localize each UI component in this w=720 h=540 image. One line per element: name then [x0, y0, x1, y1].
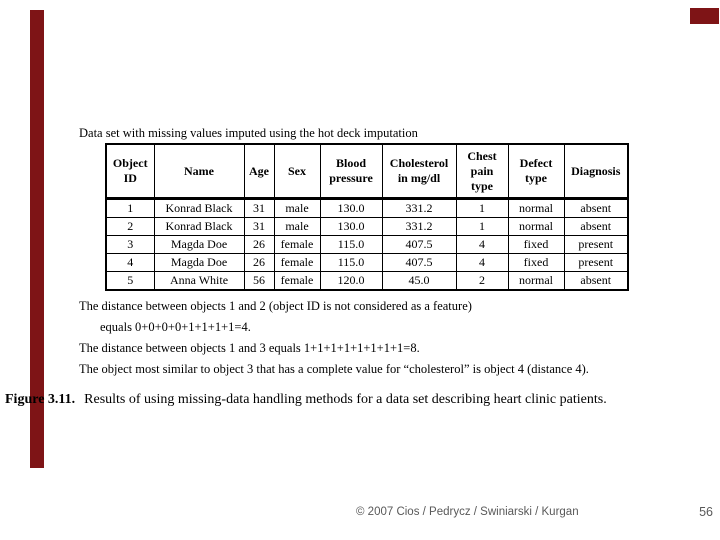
column-header: Diagnosis	[564, 144, 628, 199]
table-cell: present	[564, 236, 628, 254]
table-cell: normal	[508, 199, 564, 218]
table-row	[106, 272, 628, 291]
figure-caption	[5, 392, 607, 408]
table-row	[106, 199, 628, 218]
page-number: 56	[699, 505, 713, 519]
table-cell: 4	[456, 254, 508, 272]
table-body	[106, 199, 628, 291]
note-line: The distance between objects 1 and 2 (object ID is not considered as a feature)	[79, 299, 472, 313]
table-title: Data set with missing values imputed using the hot deck imputation	[79, 126, 418, 140]
column-header: Cholesterol in mg/dl	[382, 144, 456, 199]
table-cell: 331.2	[382, 218, 456, 236]
caption-text: Results of using missing-data handling methods for a data set describing heart clinic patients.	[84, 392, 607, 407]
table-cell: 120.0	[320, 272, 382, 291]
table-cell: 331.2	[382, 199, 456, 218]
table-cell: 45.0	[382, 272, 456, 291]
table-cell: 115.0	[320, 236, 382, 254]
table-cell: Anna White	[154, 272, 244, 291]
column-header: Chest pain type	[456, 144, 508, 199]
table-cell: 4	[456, 236, 508, 254]
table-cell: absent	[564, 272, 628, 291]
table-cell: female	[274, 272, 320, 291]
table-row	[106, 218, 628, 236]
footer-copyright: © 2007 Cios / Pedrycz / Swiniarski / Kurgan	[356, 506, 579, 518]
table-cell: 5	[106, 272, 154, 291]
table-row	[106, 236, 628, 254]
table-cell: female	[274, 236, 320, 254]
table-cell: 2	[456, 272, 508, 291]
table-cell: present	[564, 254, 628, 272]
data-table	[105, 143, 629, 291]
table-cell: female	[274, 254, 320, 272]
table-cell: 1	[106, 199, 154, 218]
note-line: The distance between objects 1 and 3 equals 1+1+1+1+1+1+1+1=8.	[79, 341, 420, 355]
table-cell: 1	[456, 199, 508, 218]
table-cell: male	[274, 199, 320, 218]
table-cell: 2	[106, 218, 154, 236]
column-header: Object ID	[106, 144, 154, 199]
accent-bar-corner	[690, 8, 719, 24]
table-cell: Konrad Black	[154, 199, 244, 218]
column-header: Name	[154, 144, 244, 199]
table-cell: Magda Doe	[154, 236, 244, 254]
table-cell: 26	[244, 236, 274, 254]
table-cell: Magda Doe	[154, 254, 244, 272]
table-cell: male	[274, 218, 320, 236]
table-cell: 3	[106, 236, 154, 254]
table-cell: 4	[106, 254, 154, 272]
table-cell: fixed	[508, 236, 564, 254]
table-cell: 130.0	[320, 218, 382, 236]
table-cell: absent	[564, 199, 628, 218]
table-cell: normal	[508, 218, 564, 236]
table-cell: normal	[508, 272, 564, 291]
table-header-row	[106, 144, 628, 199]
column-header: Defect type	[508, 144, 564, 199]
table-cell: 31	[244, 199, 274, 218]
caption-label: Figure 3.11.	[5, 392, 76, 407]
note-line: equals 0+0+0+0+1+1+1+1=4.	[100, 320, 251, 334]
table-cell: 26	[244, 254, 274, 272]
table-row	[106, 254, 628, 272]
table-cell: fixed	[508, 254, 564, 272]
table-cell: 56	[244, 272, 274, 291]
notes-block	[79, 299, 589, 383]
table-cell: Konrad Black	[154, 218, 244, 236]
column-header: Age	[244, 144, 274, 199]
table-cell: 1	[456, 218, 508, 236]
table-cell: 115.0	[320, 254, 382, 272]
table-cell: absent	[564, 218, 628, 236]
column-header: Sex	[274, 144, 320, 199]
note-line: The object most similar to object 3 that has a complete value for “cholesterol” is object 4 (distance 4).	[79, 362, 589, 376]
table-cell: 31	[244, 218, 274, 236]
table-cell: 407.5	[382, 236, 456, 254]
table-cell: 407.5	[382, 254, 456, 272]
column-header: Blood pressure	[320, 144, 382, 199]
table-cell: 130.0	[320, 199, 382, 218]
